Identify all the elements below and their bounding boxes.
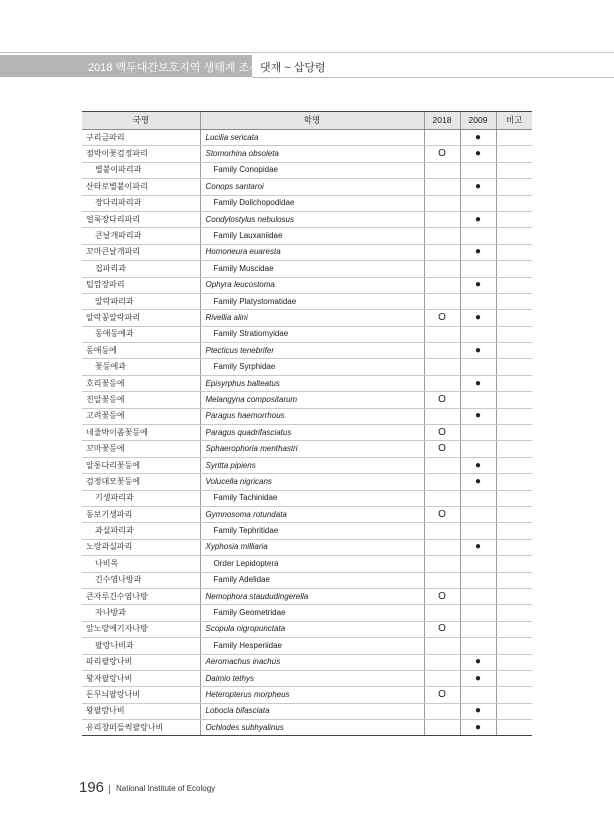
taxon-group-row [82, 326, 532, 342]
scientific-name-cell: Family Platystomatidae [200, 293, 424, 309]
species-row [82, 506, 532, 522]
note-cell [496, 457, 532, 473]
species-row [82, 425, 532, 441]
species-row [82, 146, 532, 162]
korean-name-cell: 자나방과 [82, 605, 200, 621]
note-cell [496, 441, 532, 457]
record-2018-cell [424, 293, 460, 309]
record-2009-cell: ● [460, 408, 496, 424]
korean-name-cell: 동애등에 [82, 343, 200, 359]
footer-institute: National Institute of Ecology [116, 784, 216, 793]
record-2018-cell [424, 195, 460, 211]
record-2009-cell [460, 572, 496, 588]
scientific-name-cell: Ophyra leucostoma [200, 277, 424, 293]
table-header-row [82, 112, 532, 130]
record-2009-cell [460, 556, 496, 572]
record-2018-cell [424, 720, 460, 736]
record-2018-cell [424, 457, 460, 473]
taxon-group-row [82, 359, 532, 375]
record-2009-cell [460, 359, 496, 375]
note-cell [496, 703, 532, 719]
species-row [82, 179, 532, 195]
record-2009-cell [460, 392, 496, 408]
korean-name-cell: 고려꽃등에 [82, 408, 200, 424]
record-2018-cell [424, 638, 460, 654]
korean-name-cell: 산타로별붙이파리 [82, 179, 200, 195]
note-cell [496, 179, 532, 195]
record-2018-cell [424, 179, 460, 195]
note-cell [496, 605, 532, 621]
note-cell [496, 359, 532, 375]
record-2009-cell [460, 605, 496, 621]
record-2018-cell [424, 703, 460, 719]
korean-name-cell: 왕자팔랑나비 [82, 670, 200, 686]
species-row [82, 588, 532, 604]
record-2009-cell [460, 162, 496, 178]
record-2018-cell: O [424, 441, 460, 457]
header-rule [252, 77, 614, 78]
record-2018-cell: O [424, 392, 460, 408]
note-cell [496, 670, 532, 686]
note-cell [496, 375, 532, 391]
record-2018-cell [424, 211, 460, 227]
record-2009-cell: ● [460, 179, 496, 195]
record-2018-cell: O [424, 146, 460, 162]
scientific-name-cell: Lobocla bifasciata [200, 703, 424, 719]
note-cell [496, 621, 532, 637]
record-2009-cell: ● [460, 654, 496, 670]
korean-name-cell: 팔랑나비과 [82, 638, 200, 654]
record-2009-cell [460, 638, 496, 654]
running-header-title: 2018 백두대간보호지역 생태계 조사 [88, 62, 260, 74]
scientific-name-cell: Scopula nigropunctata [200, 621, 424, 637]
species-row [82, 392, 532, 408]
korean-name-cell: 앞노랑애기자나방 [82, 621, 200, 637]
korean-name-cell: 왕팔랑나비 [82, 703, 200, 719]
note-cell [496, 228, 532, 244]
scientific-name-cell: Family Dolichopodidae [200, 195, 424, 211]
korean-name-cell: 큰자루긴수염나방 [82, 588, 200, 604]
scientific-name-cell: Gymnosoma rotundata [200, 506, 424, 522]
korean-name-cell: 알락꽁알락파리 [82, 310, 200, 326]
record-2018-cell [424, 490, 460, 506]
scientific-name-cell: Family Hesperiidae [200, 638, 424, 654]
taxon-group-row [82, 228, 532, 244]
korean-name-cell: 나비목 [82, 556, 200, 572]
species-row [82, 687, 532, 703]
note-cell [496, 326, 532, 342]
korean-name-cell: 검정대모꽃등에 [82, 474, 200, 490]
note-cell [496, 490, 532, 506]
note-cell [496, 244, 532, 260]
note-cell [496, 195, 532, 211]
record-2018-cell [424, 130, 460, 146]
record-2009-cell [460, 326, 496, 342]
taxon-group-row [82, 490, 532, 506]
record-2018-cell [424, 523, 460, 539]
record-2018-cell [424, 572, 460, 588]
species-row [82, 244, 532, 260]
record-2009-cell: ● [460, 720, 496, 736]
scientific-name-cell: Family Tephritidae [200, 523, 424, 539]
scientific-name-cell: Condylostylus nebulosus [200, 211, 424, 227]
record-2018-cell [424, 670, 460, 686]
running-header-subtitle: 댓재 ~ 삽당령 [260, 62, 326, 74]
record-2009-cell [460, 195, 496, 211]
record-2018-cell: O [424, 621, 460, 637]
korean-name-cell: 호리꽃등에 [82, 375, 200, 391]
species-row [82, 310, 532, 326]
note-cell [496, 293, 532, 309]
note-cell [496, 720, 532, 736]
species-row [82, 277, 532, 293]
record-2018-cell: O [424, 310, 460, 326]
scientific-name-cell: Family Adelidae [200, 572, 424, 588]
note-cell [496, 130, 532, 146]
species-table-body [82, 130, 532, 736]
korean-name-cell: 알락파리과 [82, 293, 200, 309]
record-2009-cell [460, 621, 496, 637]
record-2009-cell: ● [460, 277, 496, 293]
korean-name-cell: 꼬마꽃등에 [82, 441, 200, 457]
korean-name-cell: 노랑과실파리 [82, 539, 200, 555]
record-2009-cell [460, 687, 496, 703]
scientific-name-cell: Aeromachus inachus [200, 654, 424, 670]
note-cell [496, 506, 532, 522]
species-row [82, 703, 532, 719]
scientific-name-cell: Paragus quadrifasciatus [200, 425, 424, 441]
note-cell [496, 146, 532, 162]
top-rule [0, 52, 614, 53]
scientific-name-cell: Nemophora staududingerella [200, 588, 424, 604]
note-cell [496, 408, 532, 424]
record-2009-cell: ● [460, 375, 496, 391]
record-2009-cell: ● [460, 130, 496, 146]
note-cell [496, 523, 532, 539]
record-2009-cell [460, 490, 496, 506]
record-2018-cell [424, 343, 460, 359]
taxon-group-row [82, 523, 532, 539]
note-cell [496, 556, 532, 572]
note-cell [496, 425, 532, 441]
footer-separator [109, 785, 110, 794]
record-2009-cell: ● [460, 670, 496, 686]
korean-name-cell: 꽃등에과 [82, 359, 200, 375]
scientific-name-cell: Sphaerophoria menthastri [200, 441, 424, 457]
scientific-name-cell: Family Lauxaniidae [200, 228, 424, 244]
note-cell [496, 343, 532, 359]
species-row [82, 474, 532, 490]
korean-name-cell: 점박이꽃검정파리 [82, 146, 200, 162]
column-header-2009: 2009 [460, 112, 496, 130]
korean-name-cell: 장다리파리과 [82, 195, 200, 211]
column-header-note: 비고 [496, 112, 532, 130]
record-2018-cell: O [424, 687, 460, 703]
record-2018-cell [424, 605, 460, 621]
note-cell [496, 211, 532, 227]
scientific-name-cell: Family Stratiomyidae [200, 326, 424, 342]
korean-name-cell: 큰날개파리과 [82, 228, 200, 244]
note-cell [496, 162, 532, 178]
record-2018-cell [424, 474, 460, 490]
korean-name-cell: 긴수염나방과 [82, 572, 200, 588]
korean-name-cell: 집파리과 [82, 261, 200, 277]
scientific-name-cell: Episyrphus balteatus [200, 375, 424, 391]
species-row [82, 457, 532, 473]
record-2018-cell: O [424, 425, 460, 441]
scientific-name-cell: Family Tachinidae [200, 490, 424, 506]
record-2009-cell: ● [460, 146, 496, 162]
column-header-korean-name: 국명 [82, 112, 200, 130]
record-2009-cell [460, 441, 496, 457]
scientific-name-cell: Family Muscidae [200, 261, 424, 277]
note-cell [496, 654, 532, 670]
scientific-name-cell: Daimio tethys [200, 670, 424, 686]
record-2018-cell [424, 408, 460, 424]
record-2009-cell: ● [460, 211, 496, 227]
page-number: 196 [79, 779, 105, 796]
scientific-name-cell: Lucilia sericata [200, 130, 424, 146]
korean-name-cell: 알통다리꽃등에 [82, 457, 200, 473]
korean-name-cell: 진알꽃등에 [82, 392, 200, 408]
korean-name-cell: 얼룩장다리파리 [82, 211, 200, 227]
record-2009-cell [460, 293, 496, 309]
note-cell [496, 261, 532, 277]
note-cell [496, 638, 532, 654]
record-2009-cell [460, 228, 496, 244]
column-header-2018: 2018 [424, 112, 460, 130]
record-2018-cell: O [424, 506, 460, 522]
note-cell [496, 277, 532, 293]
scientific-name-cell: Paragus haemorrhous [200, 408, 424, 424]
species-table [82, 111, 532, 736]
record-2009-cell [460, 506, 496, 522]
species-row [82, 408, 532, 424]
scientific-name-cell: Conops santaroi [200, 179, 424, 195]
scientific-name-cell: Rivellia alini [200, 310, 424, 326]
korean-name-cell: 파리팔랑나비 [82, 654, 200, 670]
record-2018-cell [424, 277, 460, 293]
species-row [82, 343, 532, 359]
scientific-name-cell: Melangyna compositarum [200, 392, 424, 408]
scientific-name-cell: Volucella nigricans [200, 474, 424, 490]
scientific-name-cell: Order Lepidoptera [200, 556, 424, 572]
taxon-group-row [82, 572, 532, 588]
scientific-name-cell: Ochlodes subhyalinus [200, 720, 424, 736]
note-cell [496, 572, 532, 588]
korean-name-cell: 네줄박이좀꽃등에 [82, 425, 200, 441]
scientific-name-cell: Xyphosia milliaria [200, 539, 424, 555]
scientific-name-cell: Family Geometridae [200, 605, 424, 621]
korean-name-cell: 동애등에과 [82, 326, 200, 342]
taxon-group-row [82, 261, 532, 277]
taxon-group-row [82, 195, 532, 211]
column-header-scientific-name: 학명 [200, 112, 424, 130]
record-2009-cell: ● [460, 703, 496, 719]
scientific-name-cell: Ptecticus tenebrifer [200, 343, 424, 359]
record-2018-cell [424, 359, 460, 375]
record-2009-cell: ● [460, 310, 496, 326]
record-2009-cell: ● [460, 244, 496, 260]
species-row [82, 211, 532, 227]
record-2018-cell [424, 244, 460, 260]
scientific-name-cell: Family Syrphidae [200, 359, 424, 375]
taxon-group-row [82, 293, 532, 309]
scientific-name-cell: Syritta pipiens [200, 457, 424, 473]
species-row [82, 375, 532, 391]
scientific-name-cell: Stomorhina obsoleta [200, 146, 424, 162]
record-2009-cell: ● [460, 457, 496, 473]
taxon-group-row [82, 638, 532, 654]
korean-name-cell: 과실파리과 [82, 523, 200, 539]
record-2018-cell [424, 556, 460, 572]
note-cell [496, 687, 532, 703]
note-cell [496, 539, 532, 555]
scientific-name-cell: Heteropterus morpheus [200, 687, 424, 703]
korean-name-cell: 돈무늬팔랑나비 [82, 687, 200, 703]
record-2009-cell [460, 588, 496, 604]
taxon-group-row [82, 556, 532, 572]
korean-name-cell: 털깜장파리 [82, 277, 200, 293]
species-row [82, 670, 532, 686]
species-row [82, 539, 532, 555]
korean-name-cell: 별붙이파리과 [82, 162, 200, 178]
record-2009-cell [460, 523, 496, 539]
record-2018-cell: O [424, 588, 460, 604]
record-2009-cell: ● [460, 539, 496, 555]
record-2018-cell [424, 539, 460, 555]
record-2018-cell [424, 326, 460, 342]
scientific-name-cell: Family Conopidae [200, 162, 424, 178]
record-2009-cell: ● [460, 343, 496, 359]
note-cell [496, 474, 532, 490]
taxon-group-row [82, 605, 532, 621]
species-row [82, 441, 532, 457]
record-2018-cell [424, 375, 460, 391]
korean-name-cell: 동보기생파리 [82, 506, 200, 522]
korean-name-cell: 구리금파리 [82, 130, 200, 146]
record-2018-cell [424, 261, 460, 277]
species-row [82, 720, 532, 736]
record-2018-cell [424, 654, 460, 670]
note-cell [496, 588, 532, 604]
record-2009-cell: ● [460, 474, 496, 490]
record-2009-cell [460, 261, 496, 277]
taxon-group-row [82, 162, 532, 178]
note-cell [496, 392, 532, 408]
record-2018-cell [424, 228, 460, 244]
scientific-name-cell: Homoneura euaresta [200, 244, 424, 260]
korean-name-cell: 꼬마큰날개파리 [82, 244, 200, 260]
species-row [82, 654, 532, 670]
record-2009-cell [460, 425, 496, 441]
species-row [82, 130, 532, 146]
korean-name-cell: 유리창떠들썩팔랑나비 [82, 720, 200, 736]
species-row [82, 621, 532, 637]
korean-name-cell: 기생파리과 [82, 490, 200, 506]
note-cell [496, 310, 532, 326]
record-2018-cell [424, 162, 460, 178]
